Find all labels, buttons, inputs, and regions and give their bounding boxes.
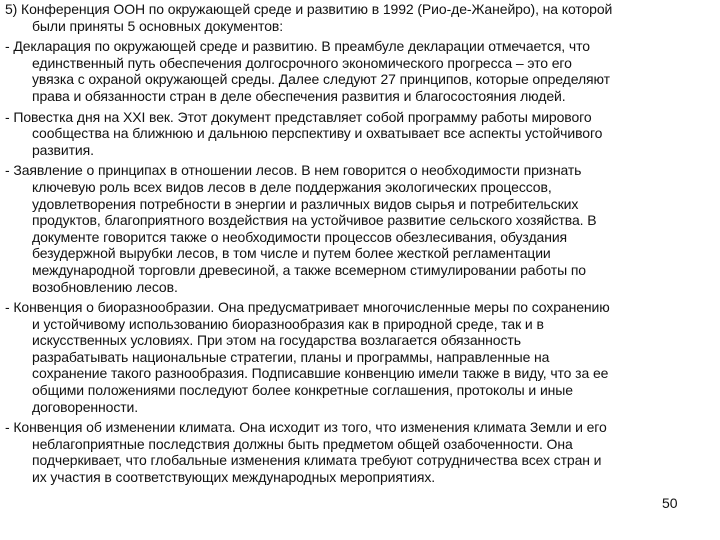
paragraph (5, 109, 719, 159)
text-line: подчеркивает, что глобальные изменения климата требуют сотрудничества всех стран и (32, 452, 602, 469)
text-line: были приняты 5 основных документов: (32, 17, 284, 34)
text-line: - Конвенция о биоразнообразии. Она предусматривает многочисленные меры по сохранению (5, 299, 610, 316)
text-line: разрабатывать национальные стратегии, планы и программы, направленные на (32, 348, 550, 365)
text-line: - Повестка дня на XXI век. Этот документ представляет собой программу работы мирового (5, 108, 592, 125)
paragraph (5, 419, 719, 485)
text-line: документе говорится также о необходимости процессов обезлесивания, обуздания (32, 228, 568, 245)
text-line: 5) Конференция ООН по окружающей среде и развитию в 1992 (Рио-де-Жанейро), на которой (5, 1, 613, 17)
text-line: права и обязанности стран в деле обеспечения развития и благосостояния людей. (32, 87, 566, 104)
text-line: возобновлению лесов. (32, 278, 178, 295)
text-line: удовлетворения потребности в энергии и различных видов сырья и потребительских (32, 195, 579, 212)
text-line: единственный путь обеспечения долгосрочного экономического прогресса – это его (32, 54, 572, 71)
text-line: сохранение такого разнообразия. Подписавшие конвенцию имели также в виду, что за ее (32, 365, 609, 382)
text-line: сообщества на ближнюю и дальнюю перспективу и охватывает все аспекты устойчивого (32, 125, 603, 142)
text-line: искусственных условиях. При этом на государства возлагается обязанность (32, 332, 521, 349)
slide-body (5, 1, 719, 490)
page-number: 50 (662, 495, 678, 511)
text-line: безудержной вырубки лесов, в том числе и путем более жесткой регламентации (32, 245, 551, 262)
text-line: договоренности. (32, 398, 139, 415)
text-line: развития. (32, 141, 94, 158)
text-line: международной торговли древесиной, а также всемерном стимулировании работы по (32, 261, 586, 278)
text-line: ключевую роль всех видов лесов в деле поддержания экологических процессов, (32, 178, 552, 195)
text-line: неблагоприятные последствия должны быть предметом общей озабоченности. Она (32, 435, 573, 452)
text-line: - Декларация по окружающей среде и развитию. В преамбуле декларации отмечается, что (5, 38, 590, 55)
paragraph (5, 299, 719, 415)
text-line: продуктов, благоприятного воздействия на устойчивое развитие сельского хозяйства. В (32, 212, 597, 229)
text-line: - Заявление о принципах в отношении лесов. В нем говорится о необходимости признать (5, 162, 582, 179)
paragraph (5, 162, 719, 295)
text-line: общими положениями последуют более конкретные соглашения, протоколы и иные (32, 382, 573, 399)
text-line: - Конвенция об изменении климата. Она исходит из того, что изменения климата Земли и его (5, 419, 607, 436)
text-line: и устойчивому использованию биоразнообразия как в природной среде, так и в (32, 315, 544, 332)
text-line: увязка с охраной окружающей среды. Далее следуют 27 принципов, которые определяют (32, 71, 610, 88)
paragraph (5, 1, 719, 34)
text-line: их участия в соответствующих международных мероприятиях. (32, 469, 436, 486)
paragraph (5, 38, 719, 104)
